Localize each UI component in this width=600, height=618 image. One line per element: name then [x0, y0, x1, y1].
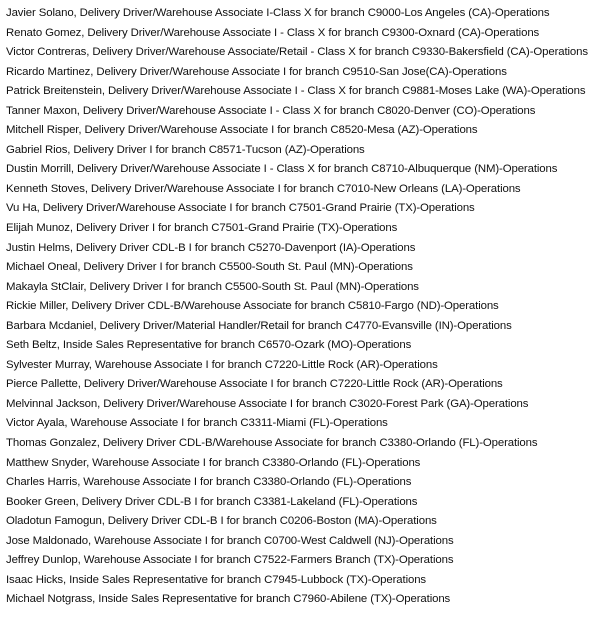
assignment-line: Mitchell Risper, Delivery Driver/Warehouse Associate I for branch C8520-Mesa (AZ)-Operations [6, 124, 478, 137]
assignment-line: Gabriel Rios, Delivery Driver I for branch C8571-Tucson (AZ)-Operations [6, 143, 365, 156]
assignment-line: Melvinnal Jackson, Delivery Driver/Warehouse Associate I for branch C3020-Forest Park (GA)-Operations [6, 397, 529, 410]
assignment-line: Isaac Hicks, Inside Sales Representative for branch C7945-Lubbock (TX)-Operations [6, 573, 427, 586]
assignment-line: Sylvester Murray, Warehouse Associate I for branch C7220-Little Rock (AR)-Operations [6, 358, 438, 371]
assignment-line: Javier Solano, Delivery Driver/Warehouse Associate I-Class X for branch C9000-Los Angeles (CA)-Operations [6, 7, 550, 19]
assignment-line: Renato Gomez, Delivery Driver/Warehouse Associate I - Class X for branch C9300-Oxnard (CA)-Operations [6, 26, 540, 39]
assignment-line: Booker Green, Delivery Driver CDL-B I for branch C3381-Lakeland (FL)-Operations [6, 495, 418, 508]
assignment-line: Charles Harris, Warehouse Associate I for branch C3380-Orlando (FL)-Operations [6, 476, 412, 489]
assignment-line: Michael Notgrass, Inside Sales Representative for branch C7960-Abilene (TX)-Operations [6, 593, 451, 606]
assignment-line: Tanner Maxon, Delivery Driver/Warehouse Associate I - Class X for branch C8020-Denver (CO)-Operations [6, 104, 536, 117]
assignment-line: Matthew Snyder, Warehouse Associate I for branch C3380-Orlando (FL)-Operations [6, 456, 421, 469]
assignment-line: Thomas Gonzalez, Delivery Driver CDL-B/Warehouse Associate for branch C3380-Orlando (FL)-Operations [6, 437, 538, 450]
assignment-line: Victor Contreras, Delivery Driver/Warehouse Associate/Retail - Class X for branch C9330-Bakersfield (CA)-Operations [6, 46, 588, 59]
assignment-line: Rickie Miller, Delivery Driver CDL-B/Warehouse Associate for branch C5810-Fargo (ND)-Operations [6, 300, 499, 313]
assignment-line: Elijah Munoz, Delivery Driver I for branch C7501-Grand Prairie (TX)-Operations [6, 222, 398, 235]
assignment-line: Patrick Breitenstein, Delivery Driver/Warehouse Associate I - Class X for branch C9881-Moses Lake (WA)-Operations [6, 85, 586, 98]
assignment-line: Ricardo Martinez, Delivery Driver/Warehouse Associate I for branch C9510-San Jose(CA)-Operations [6, 65, 507, 78]
assignment-line: Kenneth Stoves, Delivery Driver/Warehouse Associate I for branch C7010-New Orleans (LA)-Operations [6, 182, 521, 195]
assignment-line: Jeffrey Dunlop, Warehouse Associate I for branch C7522-Farmers Branch (TX)-Operations [6, 554, 454, 567]
assignment-line: Pierce Pallette, Delivery Driver/Warehouse Associate I for branch C7220-Little Rock (AR)-Operations [6, 378, 503, 391]
assignment-line: Makayla StClair, Delivery Driver I for branch C5500-South St. Paul (MN)-Operations [6, 280, 419, 293]
assignment-line: Vu Ha, Delivery Driver/Warehouse Associate I for branch C7501-Grand Prairie (TX)-Operations [6, 202, 475, 215]
assignment-line: Justin Helms, Delivery Driver CDL-B I for branch C5270-Davenport (IA)-Operations [6, 241, 416, 254]
assignment-line: Oladotun Famogun, Delivery Driver CDL-B I for branch C0206-Boston (MA)-Operations [6, 515, 437, 528]
assignment-line: Dustin Morrill, Delivery Driver/Warehouse Associate I - Class X for branch C8710-Albuquerque (NM)-Operations [6, 163, 558, 176]
assignment-line: Michael Oneal, Delivery Driver I for branch C5500-South St. Paul (MN)-Operations [6, 261, 413, 274]
assignment-line: Seth Beltz, Inside Sales Representative for branch C6570-Ozark (MO)-Operations [6, 339, 412, 352]
assignment-line: Jose Maldonado, Warehouse Associate I for branch C0700-West Caldwell (NJ)-Operations [6, 534, 454, 547]
assignment-line: Barbara Mcdaniel, Delivery Driver/Material Handler/Retail for branch C4770-Evansville (IN)-Operations [6, 319, 512, 332]
assignment-line: Victor Ayala, Warehouse Associate I for branch C3311-Miami (FL)-Operations [6, 417, 388, 430]
